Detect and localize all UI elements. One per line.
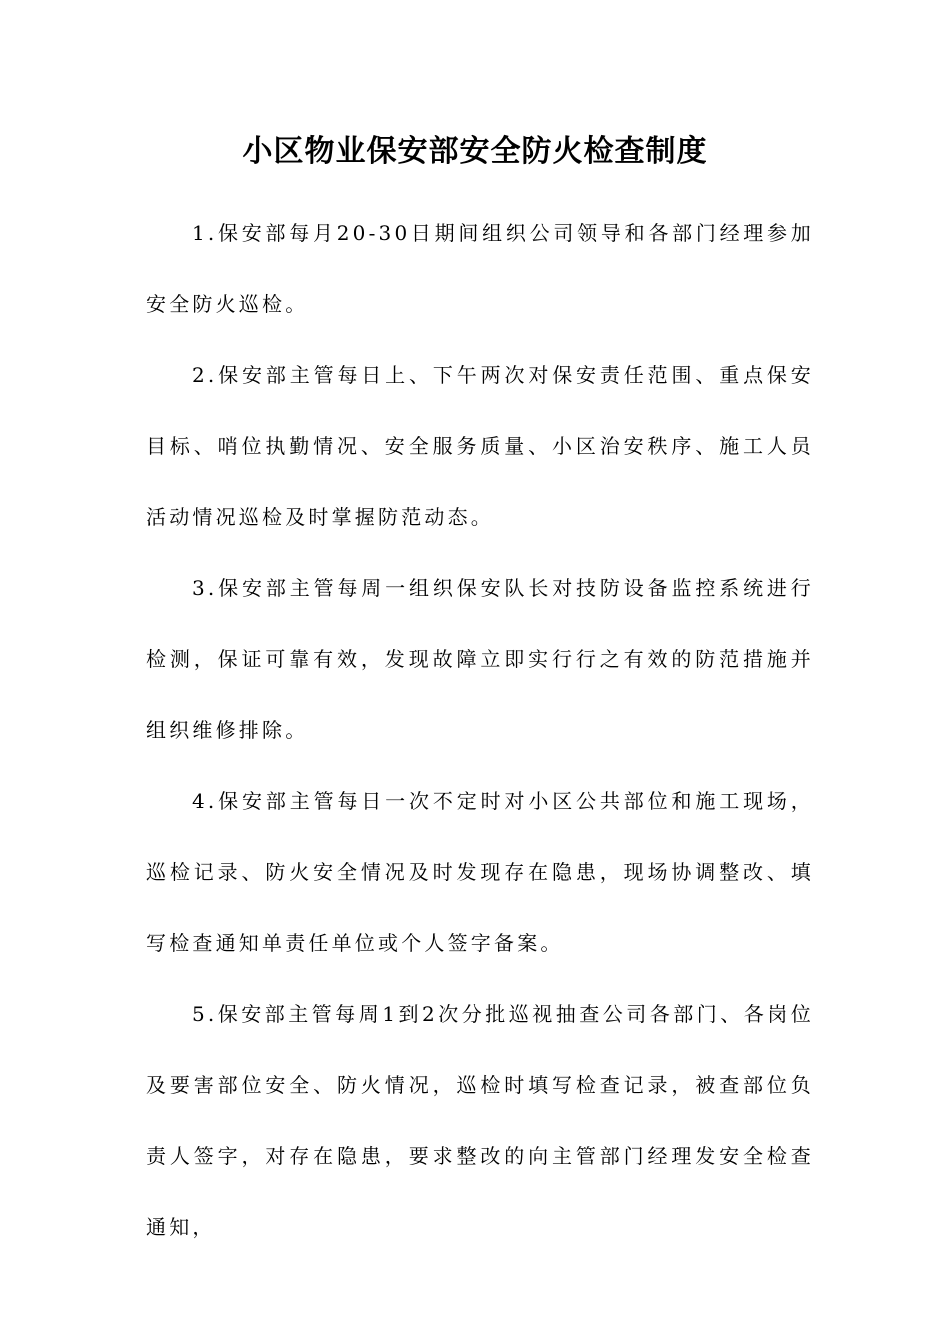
paragraph-2: 2.保安部主管每日上、下午两次对保安责任范围、重点保安目标、哨位执勤情况、安全服务质量、小区治安秩序、施工人员活动情况巡检及时掌握防范动态。 (146, 363, 814, 529)
document-title: 小区物业保安部安全防火检查制度 (242, 134, 708, 169)
paragraph-5: 5.保安部主管每周1到2次分批巡视抽查公司各部门、各岗位及要害部位安全、防火情况，巡检时填写检查记录，被查部位负责人签字，对存在隐患，要求整改的向主管部门经理发安全检查通知， (146, 1002, 814, 1239)
paragraph-3: 3.保安部主管每周一组织保安队长对技防设备监控系统进行检测，保证可靠有效，发现故障立即实行行之有效的防范措施并组织维修排除。 (146, 576, 814, 742)
paragraph-4: 4.保安部主管每日一次不定时对小区公共部位和施工现场，巡检记录、防火安全情况及时发现存在隐患，现场协调整改、填写检查通知单责任单位或个人签字备案。 (146, 789, 814, 955)
paragraph-1: 1.保安部每月20-30日期间组织公司领导和各部门经理参加安全防火巡检。 (146, 221, 814, 316)
document-body (146, 198, 814, 1263)
